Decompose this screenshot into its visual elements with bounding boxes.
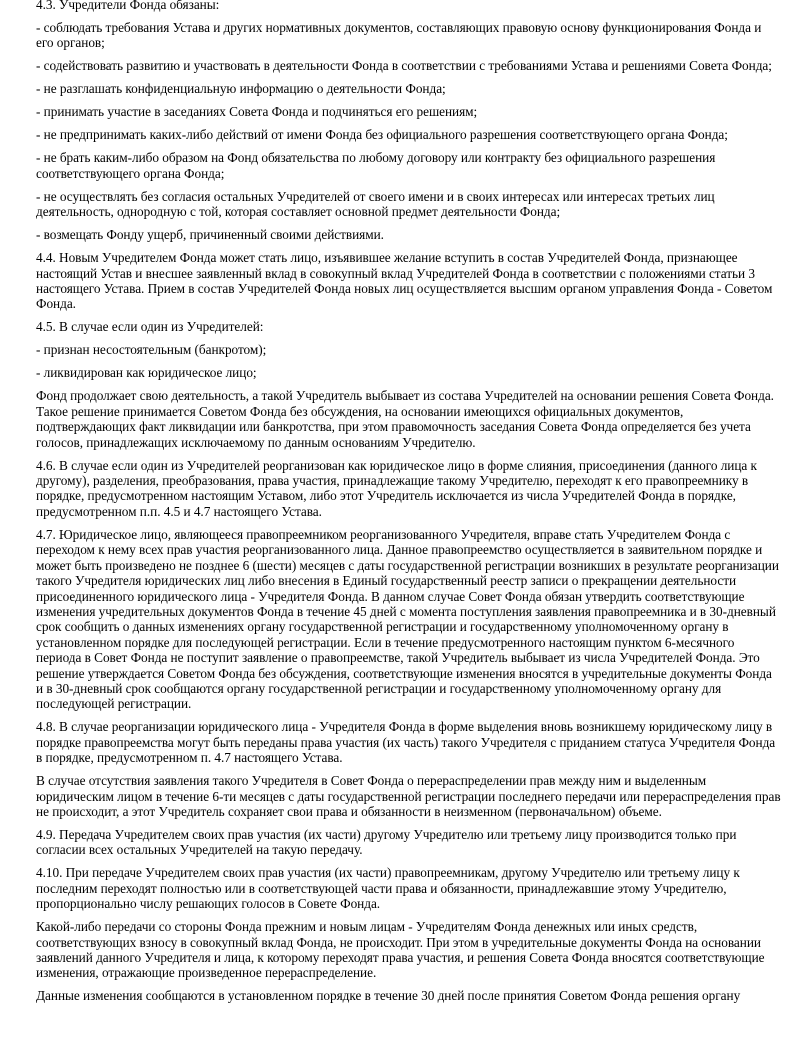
obligation-item: - не осуществлять без согласия остальных Учредителей от своего имени и в своих интересах или интересах третьих лиц деятельность, однородную с той, которая составляет основной предмет деятельности Фонда; [36,188,715,220]
section-4-7-paragraph: 4.7. Юридическое лицо, являющееся правопреемником реорганизованного Учредителя, вправе стать Учредителем Фонда с переходом к нему всех прав участия реорганизованного лица. Данное правопреемство осуществляется в заявительном порядке и может быть произведено не позднее 6 (шести) месяцев с даты государственной регистрации возникших в результате реорганизации такого Учредителя юридических лиц либо внесения в Единый государственный реестр записи о прекращении деятельности присоединенного юридического лица - Учредителя Фонда. В данном случае Совет Фонда обязан утвердить соответствующие изменения учредительных документов Фонда в течение 45 дней с момента поступления заявления правопреемника и в 30-дневный срок сообщить о данных изменениях органу государственной регистрации и государственному уполномоченному органу в установленном порядке для последующей регистрации. Если в течение предусмотренного настоящим пунктом 6-месячного периода в Совет Фонда не поступит заявление о правопреемстве, такой Учредитель выбывает из числа Учредителей Фонда. Это решение утверждается Советом Фонда без обсуждения, соответствующие изменения вносятся в учредительные документы Фонда и в 30-дневный срок сообщаются органу государственной регистрации и государственному уполномоченному органу для последующей регистрации. [36,526,779,712]
obligation-item: - не предпринимать каких-либо действий от имени Фонда без официального разрешения соответствующего органа Фонда; [36,127,728,143]
section-4-3-heading: 4.3. Учредители Фонда обязаны: [36,0,220,12]
body-paragraph: В случае отсутствия заявления такого Учредителя в Совет Фонда о перераспределении прав между ним и выделенным юридическим лицом в течение 6-ти месяцев с даты государственной регистрации последнего передачи или перераспределения прав не происходит, а этот Учредитель сохраняет свои права и обязанности в неизменном (первоначальном) объеме. [36,773,781,819]
body-paragraph: Данные изменения сообщаются в установленном порядке в течение 30 дней после принятия Советом Фонда решения органу [36,988,741,1004]
obligation-item: - принимать участие в заседаниях Совета Фонда и подчиняться его решениям; [36,104,478,120]
obligation-item: - соблюдать требования Устава и других нормативных документов, составляющих правовую основу функционирования Фонда и его органов; [36,20,762,51]
obligation-item: - возмещать Фонду ущерб, причиненный своими действиями. [36,227,384,243]
document-page [36,0,781,1011]
section-4-9-paragraph: 4.9. Передача Учредителем своих прав участия (их части) другому Учредителю или третьему лицу производится только при согласии всех остальных Учредителей на такую передачу. [36,826,737,858]
body-paragraph: Какой-либо передачи со стороны Фонда прежним и новым лицам - Учредителям Фонда денежных или иных средств, соответствующих взносу в совокупный вклад Фонда, не происходит. При этом в учредительные документы Фонда на основании заявлений данного Учредителя и лица, к которому переходят права участия, и решения Совета Фонда вносятся соответствующие изменения, отражающие произведенное перераспределение. [36,919,765,981]
section-4-6-paragraph: 4.6. В случае если один из Учредителей реорганизован как юридическое лицо в форме слияния, присоединения (данного лица к другому), разделения, преобразования, права участия, принадлежащие такому Учредителю, переходят к его правопреемнику в порядке, предусмотренном настоящим Уставом, либо этот Учредитель исключается из числа Учредителей Фонда в порядке, предусмотренном п.п. 4.5 и 4.7 настоящего Устава. [36,457,757,519]
body-paragraph: Фонд продолжает свою деятельность, а такой Учредитель выбывает из состава Учредителей на основании решения Совета Фонда. Такое решение принимается Советом Фонда без обсуждения, на основании имеющихся официальных документов, подтверждающих факт ликвидации или банкротства, при этом правомочность заседания Совета Фонда определяется без учета голосов, принадлежащих исключаемому по данным основаниям Учредителю. [36,388,774,450]
section-4-4-paragraph: 4.4. Новым Учредителем Фонда может стать лицо, изъявившее желание вступить в состав Учредителей Фонда, признающее настоящий Устав и внесшее заявленный вклад в совокупный вклад Учредителей Фонда в соответствии с положениями статьи 3 настоящего Устава. Прием в состав Учредителей Фонда новых лиц осуществляется высшим органом управления Фонда - Советом Фонда. [36,250,773,312]
obligation-item: - не брать каким-либо образом на Фонд обязательства по любому договору или контракту без официального разрешения соответствующего органа Фонда; [36,150,716,181]
condition-item: - признан несостоятельным (банкротом); [36,342,267,358]
section-4-10-paragraph: 4.10. При передаче Учредителем своих прав участия (их части) правопреемникам, другому Учредителю или третьему лицу к последним переходят полностью или в соответствующей части права и обязанности, принадлежавшие этому Учредителю, пропорционально числу решающих голосов в Совете Фонда. [36,865,740,912]
obligation-item: - содействовать развитию и участвовать в деятельности Фонда в соответствии с требованиями Устава и решениями Совета Фонда; [36,58,772,74]
section-4-8-paragraph: 4.8. В случае реорганизации юридического лица - Учредителя Фонда в форме выделения вновь возникшему юридическому лицу в порядке правопреемства могут быть переданы права участия (их часть) такого Учредителя с приданием статуса Учредителя Фонда в порядке, предусмотренном п. 4.7 настоящего Устава. [36,719,776,766]
section-4-5-paragraph: 4.5. В случае если один из Учредителей: [36,319,264,335]
obligation-item: - не разглашать конфиденциальную информацию о деятельности Фонда; [36,81,446,97]
condition-item: - ликвидирован как юридическое лицо; [36,365,257,381]
